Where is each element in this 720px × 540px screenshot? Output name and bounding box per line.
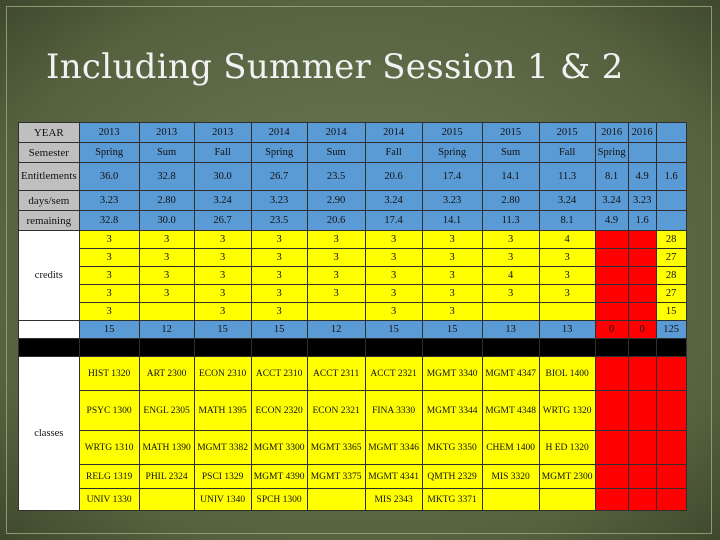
class-cell: MGMT 3346 — [365, 431, 422, 465]
year-cell: 2015 — [422, 123, 482, 143]
class-cell: MIS 3320 — [482, 465, 539, 489]
class-cell: SPCH 1300 — [251, 489, 307, 511]
class-cell: ECON 2320 — [251, 391, 307, 431]
credit-cell: 3 — [194, 231, 251, 249]
total-cell: 15 — [194, 321, 251, 339]
credit-cell: 3 — [307, 267, 365, 285]
class-cell: QMTH 2329 — [422, 465, 482, 489]
semester-cell: Sum — [482, 143, 539, 163]
credit-cell: 3 — [79, 267, 139, 285]
credit-cell: 3 — [482, 249, 539, 267]
table-row — [19, 123, 687, 143]
credit-cell: 3 — [539, 285, 595, 303]
credit-cell: 4 — [482, 267, 539, 285]
total-cell: 12 — [139, 321, 194, 339]
class-cell: UNIV 1330 — [79, 489, 139, 511]
class-cell: MKTG 3350 — [422, 431, 482, 465]
days-cell: 3.23 — [251, 191, 307, 211]
class-cell: MGMT 3382 — [194, 431, 251, 465]
days-cell: 3.24 — [539, 191, 595, 211]
semester-cell: Fall — [539, 143, 595, 163]
entitlement-cell: 26.7 — [251, 163, 307, 191]
year-cell: 2016 — [628, 123, 656, 143]
total-cell: 13 — [482, 321, 539, 339]
class-cell: ACCT 2310 — [251, 357, 307, 391]
class-empty-cell — [595, 489, 628, 511]
class-cell — [482, 489, 539, 511]
year-cell: 2014 — [251, 123, 307, 143]
credit-cell — [595, 303, 628, 321]
class-empty-cell — [656, 465, 686, 489]
entitlements-label: Entitlements — [19, 163, 80, 191]
year-cell: 2016 — [595, 123, 628, 143]
class-cell: MKTG 3371 — [422, 489, 482, 511]
table-row — [19, 339, 687, 357]
semester-cell: Fall — [194, 143, 251, 163]
entitlement-cell: 11.3 — [539, 163, 595, 191]
credit-cell: 3 — [194, 267, 251, 285]
credit-cell: 3 — [251, 267, 307, 285]
separator-cell — [139, 339, 194, 357]
semester-cell: Sum — [139, 143, 194, 163]
credit-cell: 3 — [365, 303, 422, 321]
credit-cell — [139, 303, 194, 321]
separator-cell — [194, 339, 251, 357]
entitlement-cell: 8.1 — [595, 163, 628, 191]
credit-cell: 3 — [139, 285, 194, 303]
class-cell: WRTG 1310 — [79, 431, 139, 465]
class-empty-cell — [628, 357, 656, 391]
class-cell: PSYC 1300 — [79, 391, 139, 431]
credit-cell — [628, 249, 656, 267]
class-cell: ACCT 2321 — [365, 357, 422, 391]
entitlement-cell: 17.4 — [422, 163, 482, 191]
table-row — [19, 465, 687, 489]
remaining-cell: 14.1 — [422, 211, 482, 231]
credits-label: credits — [19, 231, 80, 321]
days-cell: 3.24 — [365, 191, 422, 211]
class-cell: MGMT 4390 — [251, 465, 307, 489]
semester-cell-empty — [628, 143, 656, 163]
class-cell: ECON 2310 — [194, 357, 251, 391]
days-cell: 3.24 — [595, 191, 628, 211]
credit-cell — [628, 231, 656, 249]
credit-cell: 3 — [79, 249, 139, 267]
class-cell: UNIV 1340 — [194, 489, 251, 511]
separator-cell — [628, 339, 656, 357]
semester-cell: Sum — [307, 143, 365, 163]
entitlement-cell: 4.9 — [628, 163, 656, 191]
days-label: days/sem — [19, 191, 80, 211]
days-cell: 2.80 — [139, 191, 194, 211]
separator-cell — [482, 339, 539, 357]
table-row — [19, 321, 687, 339]
year-cell: 2014 — [307, 123, 365, 143]
semester-cell-empty — [656, 143, 686, 163]
class-cell: HIST 1320 — [79, 357, 139, 391]
days-cell: 3.23 — [79, 191, 139, 211]
class-empty-cell — [595, 465, 628, 489]
table-row — [19, 285, 687, 303]
remaining-cell: 11.3 — [482, 211, 539, 231]
year-cell: 2013 — [79, 123, 139, 143]
class-cell: ART 2300 — [139, 357, 194, 391]
credit-cell: 3 — [422, 231, 482, 249]
credit-cell: 3 — [307, 249, 365, 267]
table-row — [19, 267, 687, 285]
credit-cell: 3 — [79, 303, 139, 321]
table-row — [19, 231, 687, 249]
credit-cell — [595, 285, 628, 303]
entitlement-cell: 23.5 — [307, 163, 365, 191]
class-cell: PSCI 1329 — [194, 465, 251, 489]
credit-cell: 3 — [307, 231, 365, 249]
class-cell: MGMT 2300 — [539, 465, 595, 489]
entitlement-cell: 30.0 — [194, 163, 251, 191]
credit-cell — [595, 249, 628, 267]
total-cell: 125 — [656, 321, 686, 339]
total-cell: 15 — [422, 321, 482, 339]
remaining-cell: 17.4 — [365, 211, 422, 231]
credit-cell: 3 — [307, 285, 365, 303]
semester-cell: Spring — [595, 143, 628, 163]
class-cell: ECON 2321 — [307, 391, 365, 431]
credit-cell: 3 — [365, 267, 422, 285]
class-cell: MGMT 3344 — [422, 391, 482, 431]
class-cell: FINA 3330 — [365, 391, 422, 431]
entitlement-cell: 14.1 — [482, 163, 539, 191]
year-cell: 2014 — [365, 123, 422, 143]
credit-cell: 3 — [194, 249, 251, 267]
credit-cell: 27 — [656, 249, 686, 267]
class-empty-cell — [656, 431, 686, 465]
total-cell: 0 — [628, 321, 656, 339]
credit-cell: 3 — [365, 249, 422, 267]
credit-cell — [482, 303, 539, 321]
total-cell: 12 — [307, 321, 365, 339]
class-empty-cell — [656, 489, 686, 511]
class-cell: MATH 1395 — [194, 391, 251, 431]
semester-cell: Spring — [251, 143, 307, 163]
class-cell: MGMT 4341 — [365, 465, 422, 489]
year-cell: 2013 — [139, 123, 194, 143]
credit-cell — [539, 303, 595, 321]
class-empty-cell — [656, 391, 686, 431]
semester-cell: Spring — [422, 143, 482, 163]
days-cell: 3.23 — [628, 191, 656, 211]
remaining-cell: 8.1 — [539, 211, 595, 231]
class-cell: MGMT 4348 — [482, 391, 539, 431]
remaining-cell-empty — [656, 211, 686, 231]
remaining-cell: 26.7 — [194, 211, 251, 231]
separator-cell — [422, 339, 482, 357]
days-cell: 3.23 — [422, 191, 482, 211]
class-empty-cell — [628, 489, 656, 511]
class-cell: CHEM 1400 — [482, 431, 539, 465]
separator-cell — [595, 339, 628, 357]
class-cell: MIS 2343 — [365, 489, 422, 511]
class-empty-cell — [628, 465, 656, 489]
table-row — [19, 303, 687, 321]
class-cell: PHIL 2324 — [139, 465, 194, 489]
remaining-cell: 1.6 — [628, 211, 656, 231]
remaining-cell: 32.8 — [79, 211, 139, 231]
days-cell-empty — [656, 191, 686, 211]
classes-label: classes — [19, 357, 80, 511]
credit-cell: 3 — [251, 231, 307, 249]
credit-cell: 3 — [365, 285, 422, 303]
year-cell: 2015 — [539, 123, 595, 143]
credit-cell: 28 — [656, 231, 686, 249]
class-cell — [307, 489, 365, 511]
credit-cell: 3 — [422, 267, 482, 285]
total-cell: 15 — [365, 321, 422, 339]
class-cell: MGMT 3375 — [307, 465, 365, 489]
class-cell: WRTG 1320 — [539, 391, 595, 431]
days-cell: 2.80 — [482, 191, 539, 211]
class-empty-cell — [656, 357, 686, 391]
class-cell: MGMT 3340 — [422, 357, 482, 391]
credit-cell: 3 — [194, 285, 251, 303]
credit-cell: 3 — [365, 231, 422, 249]
credit-cell — [628, 267, 656, 285]
credit-cell — [307, 303, 365, 321]
credit-cell: 3 — [139, 267, 194, 285]
semester-cell: Fall — [365, 143, 422, 163]
year-label: YEAR — [19, 123, 80, 143]
credit-cell: 3 — [251, 285, 307, 303]
total-cell: 15 — [251, 321, 307, 339]
class-cell: MGMT 3365 — [307, 431, 365, 465]
semester-cell: Spring — [79, 143, 139, 163]
class-cell: MGMT 3300 — [251, 431, 307, 465]
year-cell: 2013 — [194, 123, 251, 143]
class-cell: BIOL 1400 — [539, 357, 595, 391]
credit-cell — [595, 267, 628, 285]
class-cell: MGMT 4347 — [482, 357, 539, 391]
credit-cell: 3 — [539, 249, 595, 267]
total-cell: 13 — [539, 321, 595, 339]
class-empty-cell — [628, 431, 656, 465]
credit-cell: 27 — [656, 285, 686, 303]
credit-cell: 3 — [139, 231, 194, 249]
credit-cell — [595, 231, 628, 249]
credit-cell — [628, 303, 656, 321]
credit-cell: 3 — [422, 303, 482, 321]
entitlement-cell: 32.8 — [139, 163, 194, 191]
slide-title: Including Summer Session 1 & 2 — [46, 47, 624, 87]
class-empty-cell — [628, 391, 656, 431]
credit-cell: 3 — [79, 231, 139, 249]
remaining-cell: 30.0 — [139, 211, 194, 231]
table-row — [19, 191, 687, 211]
class-cell: RELG 1319 — [79, 465, 139, 489]
class-cell: ACCT 2311 — [307, 357, 365, 391]
credit-cell: 4 — [539, 231, 595, 249]
remaining-cell: 23.5 — [251, 211, 307, 231]
separator-cell — [19, 339, 80, 357]
credit-cell: 3 — [251, 303, 307, 321]
table-row — [19, 391, 687, 431]
class-empty-cell — [595, 431, 628, 465]
credit-cell: 3 — [79, 285, 139, 303]
table-row — [19, 431, 687, 465]
remaining-cell: 20.6 — [307, 211, 365, 231]
remaining-label: remaining — [19, 211, 80, 231]
credit-cell: 3 — [482, 285, 539, 303]
credit-cell: 3 — [539, 267, 595, 285]
remaining-cell: 4.9 — [595, 211, 628, 231]
credit-cell: 3 — [194, 303, 251, 321]
table-row — [19, 489, 687, 511]
separator-cell — [539, 339, 595, 357]
class-cell — [139, 489, 194, 511]
semester-label: Semester — [19, 143, 80, 163]
class-cell: H ED 1320 — [539, 431, 595, 465]
entitlement-cell: 36.0 — [79, 163, 139, 191]
total-cell: 0 — [595, 321, 628, 339]
table-row — [19, 143, 687, 163]
class-empty-cell — [595, 357, 628, 391]
credit-cell: 15 — [656, 303, 686, 321]
table-row — [19, 249, 687, 267]
year-cell-empty — [656, 123, 686, 143]
class-cell — [539, 489, 595, 511]
days-cell: 3.24 — [194, 191, 251, 211]
credit-cell: 28 — [656, 267, 686, 285]
credit-cell: 3 — [422, 249, 482, 267]
separator-cell — [365, 339, 422, 357]
class-cell: ENGL 2305 — [139, 391, 194, 431]
totals-label-empty — [19, 321, 80, 339]
separator-cell — [307, 339, 365, 357]
separator-cell — [251, 339, 307, 357]
year-cell: 2015 — [482, 123, 539, 143]
total-cell: 15 — [79, 321, 139, 339]
credit-cell: 3 — [139, 249, 194, 267]
separator-cell — [79, 339, 139, 357]
credit-cell: 3 — [482, 231, 539, 249]
days-cell: 2.90 — [307, 191, 365, 211]
entitlement-cell: 1.6 — [656, 163, 686, 191]
table-row — [19, 357, 687, 391]
schedule-table — [18, 122, 687, 511]
class-empty-cell — [595, 391, 628, 431]
entitlement-cell: 20.6 — [365, 163, 422, 191]
class-cell: MATH 1390 — [139, 431, 194, 465]
table-row — [19, 163, 687, 191]
credit-cell: 3 — [251, 249, 307, 267]
credit-cell: 3 — [422, 285, 482, 303]
credit-cell — [628, 285, 656, 303]
separator-cell — [656, 339, 686, 357]
table-row — [19, 211, 687, 231]
